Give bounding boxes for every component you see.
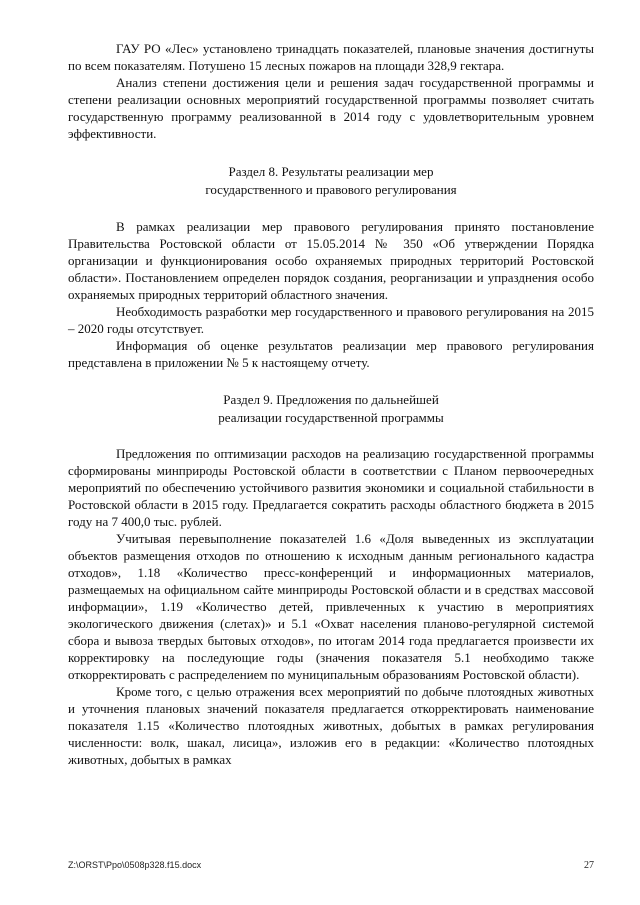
paragraph: Предложения по оптимизации расходов на реализацию государственной программы сформированы минприроды Ростовской области в соответствии с Планом первоочередных мероприятий по обеспечению устойчивого развития экономики и социальной стабильности в Ростовской области в 2015 году. Предлагается сократить расходы областного бюджета в 2015 году на 7 400,0 тыс. рублей.	[68, 446, 594, 529]
paragraph: Кроме того, с целью отражения всех мероприятий по добыче плотоядных животных и уточнения плановых значений показателя предлагается откорректировать наименование показателя 1.15 «Количество плотоядных животных, добытых в рамках регулирования численности: волк, шакал, лисица», изложив его в редакции: «Количество плотоядных животных, добытых в рамках	[68, 684, 594, 767]
paragraph: ГАУ РО «Лес» установлено тринадцать показателей, плановые значения достигнуты по всем показателям. Потушено 15 лесных пожаров на площади 328,9 гектара.	[68, 41, 594, 73]
paragraph: Необходимость разработки мер государственного и правового регулирования на 2015 – 2020 годы отсутствует.	[68, 304, 594, 336]
paragraph: В рамках реализации мер правового регулирования принято постановление Правительства Ростовской области от 15.05.2014 № 350 «Об утверждении Порядка организации и функционирования особо охраняемых природных территорий Ростовской области». Постановлением определен порядок создания, реорганизации и упразднения особо охраняемых природных территорий областного значения.	[68, 219, 594, 302]
page-number: 27	[584, 860, 594, 871]
section-9-heading	[68, 391, 594, 427]
section-8-title-line-2: государственного и правового регулирования	[205, 182, 457, 197]
section-9-title-line-1: Раздел 9. Предложения по дальнейшей	[223, 392, 439, 407]
document-body	[68, 40, 594, 768]
section-8-heading	[68, 163, 594, 199]
section-9-title-line-2: реализации государственной программы	[218, 410, 444, 425]
file-path: Z:\ORST\Ppo\0508p328.f15.docx	[68, 860, 202, 870]
paragraph: Учитывая перевыполнение показателей 1.6 «Доля выведенных из эксплуатации объектов размещения отходов по отношению к исходным данным регионального кадастра отходов», 1.18 «Количество пресс-конференций и информационных материалов, размещаемых на официальном сайте минприроды Ростовской области и в средствах массовой информации», 1.19 «Количество детей, привлеченных к участию в мероприятиях экологического движения (слетах)» и 5.1 «Охват населения планово-регулярной системой сбора и вывоза твердых бытовых отходов», по итогам 2014 года предлагается произвести их корректировку на последующие годы (значения показателя 5.1 необходимо также откорректировать с распределением по муниципальным образованиям Ростовской области).	[68, 531, 594, 682]
section-8-title-line-1: Раздел 8. Результаты реализации мер	[228, 164, 434, 179]
paragraph: Информация об оценке результатов реализации мер правового регулирования представлена в приложении № 5 к настоящему отчету.	[68, 338, 594, 370]
paragraph: Анализ степени достижения цели и решения задач государственной программы и степени реализации основных мероприятий государственной программы позволяет считать государственную программу реализованной в 2014 году с удовлетворительным уровнем эффективности.	[68, 75, 594, 141]
